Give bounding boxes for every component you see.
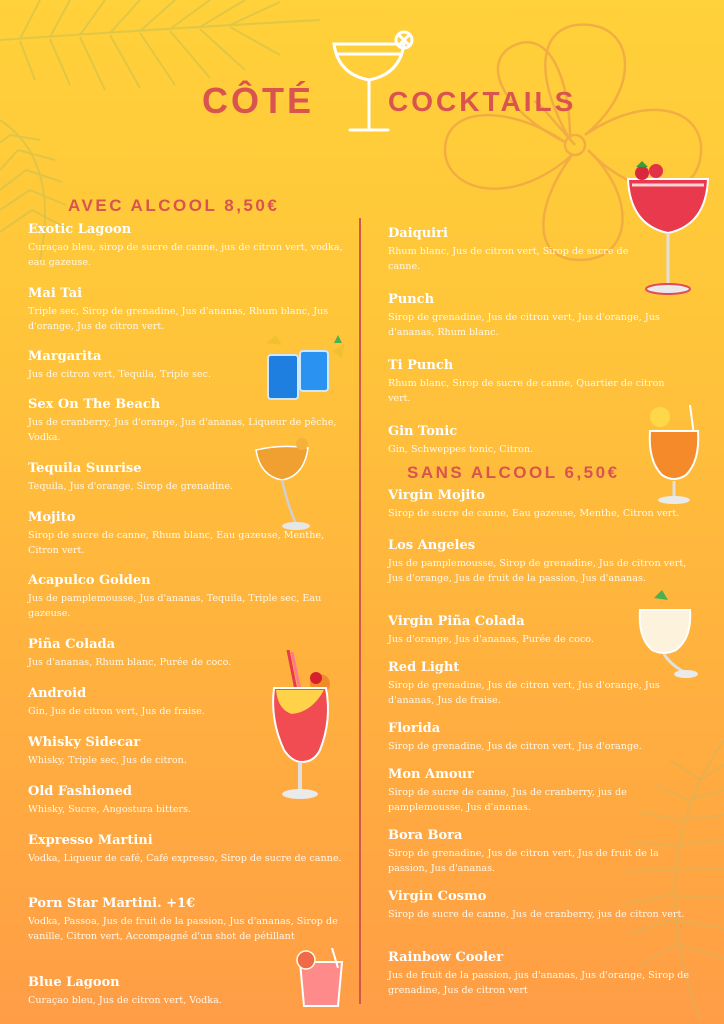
- item-desc: Jus d'orange, Jus d'ananas, Purée de coco.: [388, 634, 594, 645]
- item-desc: Vodka, Liqueur de café, Café expresso, Sirop de sucre de canne.: [28, 853, 342, 864]
- item-desc: Sirop de grenadine, Jus de citron vert, Jus d'orange, Jus d'ananas, Rhum blanc.: [388, 312, 660, 338]
- item-name: Android: [28, 686, 87, 701]
- title-left: CÔTÉ: [202, 80, 315, 121]
- menu-item: [28, 573, 346, 621]
- item-desc: Jus de pamplemousse, Sirop de grenadine, Jus de citron vert, Jus d'orange, Jus de fruit de la passion, Jus d'ananas.: [388, 558, 687, 584]
- menu-item: [388, 889, 700, 923]
- item-desc: Sirop de sucre de canne, Eau gazeuse, Menthe, Citron vert.: [388, 508, 680, 519]
- page-title: [0, 80, 724, 120]
- menu-item: [28, 896, 346, 944]
- menu-item: [28, 784, 258, 818]
- menu-item: [388, 950, 700, 998]
- item-name: Virgin Cosmo: [388, 889, 487, 904]
- item-desc: Sirop de sucre de canne, Jus de cranberry, jus de citron vert.: [388, 909, 685, 920]
- item-name: Whisky Sidecar: [28, 735, 141, 750]
- menu-item: [388, 538, 700, 586]
- item-desc: Rhum blanc, Jus de citron vert, Sirop de sucre de canne.: [388, 246, 629, 272]
- item-desc: Sirop de sucre de canne, Jus de cranberry, jus de pamplemousse, Jus d'ananas.: [388, 787, 627, 813]
- palm-leaf-icon: [0, 0, 330, 260]
- menu-item: [388, 358, 668, 406]
- item-name: Blue Lagoon: [28, 975, 120, 990]
- item-name: Ti Punch: [388, 358, 454, 373]
- item-desc: Triple sec, Sirop de grenadine, Jus d'ananas, Rhum blanc, Jus d'orange, Jus de citron vert.: [28, 306, 329, 332]
- item-name: Mojito: [28, 510, 76, 525]
- menu-item: [28, 397, 346, 445]
- item-name: Florida: [388, 721, 441, 736]
- menu-item: [388, 226, 638, 274]
- menu-item: [28, 286, 346, 334]
- item-name: Punch: [388, 292, 435, 307]
- item-desc: Jus d'ananas, Rhum blanc, Purée de coco.: [28, 657, 232, 668]
- item-desc: Sirop de grenadine, Jus de citron vert, Jus de fruit de la passion, Jus d'ananas.: [388, 848, 659, 874]
- item-desc: Curaçao bleu, sirop de sucre de canne, jus de citron vert, vodka, eau gazeuse.: [28, 242, 343, 268]
- item-desc: Jus de cranberry, Jus d'orange, Jus d'ananas, Liqueur de pêche, Vodka.: [28, 417, 337, 443]
- item-desc: Whisky, Sucre, Angostura bitters.: [28, 804, 192, 815]
- item-name: Virgin Piña Colada: [388, 614, 525, 629]
- menu-item: [28, 222, 346, 270]
- menu-item: [28, 349, 258, 383]
- item-name: Bora Bora: [388, 828, 463, 843]
- item-name: Mai Tai: [28, 286, 83, 301]
- item-desc: Sirop de grenadine, Jus de citron vert, Jus d'orange.: [388, 741, 642, 752]
- menu-item: [388, 424, 638, 458]
- item-desc: Tequila, Jus d'orange, Sirop de grenadine.: [28, 481, 234, 492]
- menu-item: [388, 488, 700, 522]
- item-name: Exotic Lagoon: [28, 222, 132, 237]
- column-divider: [359, 218, 361, 1004]
- menu-item: [388, 767, 700, 815]
- item-name: Virgin Mojito: [388, 488, 486, 503]
- item-desc: Jus de pamplemousse, Jus d'ananas, Tequila, Triple sec, Eau gazeuse.: [28, 593, 322, 619]
- item-name: Old Fashioned: [28, 784, 133, 799]
- item-name: Mon Amour: [388, 767, 474, 782]
- item-desc: Jus de citron vert, Tequila, Triple sec.: [28, 369, 212, 380]
- menu-item: [388, 660, 700, 708]
- title-right: COCKTAILS: [388, 86, 577, 117]
- item-desc: Rhum blanc, Sirop de sucre de canne, Quartier de citron vert.: [388, 378, 665, 404]
- item-desc: Curaçao bleu, Jus de citron vert, Vodka.: [28, 995, 222, 1006]
- item-name: Rainbow Cooler: [388, 950, 504, 965]
- menu-item: [28, 461, 268, 495]
- cocktail-glass-icon: [292, 948, 350, 1010]
- item-name: Tequila Sunrise: [28, 461, 142, 476]
- cocktail-glass-icon: [262, 650, 338, 806]
- item-desc: Whisky, Triple sec, Jus de citron.: [28, 755, 187, 766]
- item-desc: Gin, Jus de citron vert, Jus de fraise.: [28, 706, 205, 717]
- menu-item: [28, 833, 346, 867]
- menu-item: [28, 975, 268, 1009]
- item-name: Los Angeles: [388, 538, 476, 553]
- menu-item: [388, 614, 628, 648]
- item-name: Piña Colada: [28, 637, 116, 652]
- item-desc: Jus de fruit de la passion, jus d'ananas, Jus d'orange, Sirop de grenadine, Jus de citron vert: [388, 970, 690, 996]
- menu-item: [28, 510, 346, 558]
- item-name: Daiquiri: [388, 226, 448, 241]
- item-desc: Vodka, Passoa, Jus de fruit de la passion, Jus d'ananas, Sirop de vanille, Citron vert, Accompagné d'un shot de pétillant: [28, 916, 338, 942]
- menu-item: [28, 686, 258, 720]
- menu-item: [388, 721, 700, 755]
- item-name: Margarita: [28, 349, 102, 364]
- item-name: Red Light: [388, 660, 460, 675]
- item-name: Sex On The Beach: [28, 397, 161, 412]
- item-desc: Sirop de grenadine, Jus de citron vert, Jus d'orange, Jus d'ananas, Jus de fraise.: [388, 680, 660, 706]
- cocktail-glass-icon: [262, 333, 348, 405]
- section-title-alcool: AVEC ALCOOL 8,50€: [68, 196, 280, 215]
- menu-item: [388, 828, 700, 876]
- item-name: Expresso Martini: [28, 833, 153, 848]
- item-desc: Gin, Schweppes tonic, Citron.: [388, 444, 534, 455]
- menu-item: [388, 292, 700, 340]
- menu-item: [28, 735, 258, 769]
- item-name: Gin Tonic: [388, 424, 458, 439]
- item-name: Porn Star Martini. +1€: [28, 896, 196, 911]
- item-desc: Sirop de sucre de canne, Rhum blanc, Eau gazeuse, Menthe, Citron vert.: [28, 530, 325, 556]
- menu-item: [28, 637, 346, 671]
- item-name: Acapulco Golden: [28, 573, 151, 588]
- section-title-sans-alcool: SANS ALCOOL 6,50€: [407, 463, 620, 482]
